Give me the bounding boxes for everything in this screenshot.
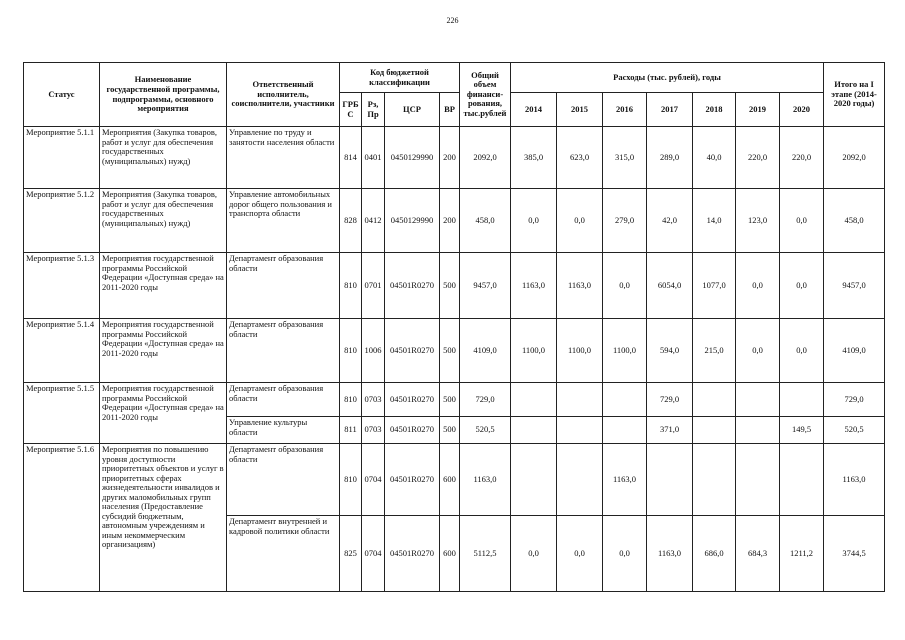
row-2015 [557, 383, 603, 417]
row-2017: 289,0 [647, 127, 693, 189]
header-budget-code: Код бюджетной классификации [340, 63, 460, 93]
row-responsible: Департамент образования области [227, 319, 340, 383]
row-rzpr: 0703 [362, 417, 385, 444]
row-2016: 1163,0 [603, 444, 647, 516]
row-total: 729,0 [460, 383, 511, 417]
row-rzpr: 1006 [362, 319, 385, 383]
row-2014: 1163,0 [511, 253, 557, 319]
row-2019 [736, 417, 780, 444]
header-expenses: Расходы (тыс. рублей), годы [511, 63, 824, 93]
row-2018 [693, 444, 736, 516]
header-year-2018: 2018 [693, 93, 736, 127]
row-status: Мероприятие 5.1.6 [24, 444, 100, 592]
row-vr: 600 [440, 516, 460, 592]
row-responsible: Управление культуры области [227, 417, 340, 444]
row-vr: 500 [440, 417, 460, 444]
row-2015 [557, 444, 603, 516]
row-responsible: Департамент образования области [227, 253, 340, 319]
header-vr: ВР [440, 93, 460, 127]
row-2016: 279,0 [603, 189, 647, 253]
budget-table [23, 62, 885, 592]
row-2016: 1100,0 [603, 319, 647, 383]
row-2019: 220,0 [736, 127, 780, 189]
row-rzpr: 0704 [362, 444, 385, 516]
row-csr: 04501R0270 [385, 516, 440, 592]
row-csr: 04501R0270 [385, 319, 440, 383]
row-rzpr: 0701 [362, 253, 385, 319]
row-total: 1163,0 [460, 444, 511, 516]
row-2015: 0,0 [557, 516, 603, 592]
row-stage-total: 4109,0 [824, 319, 885, 383]
table-row [24, 189, 885, 253]
header-year-2019: 2019 [736, 93, 780, 127]
row-name: Мероприятия (Закупка товаров, работ и услуг для обеспечения государственных (муниципальных) нужд) [100, 127, 227, 189]
row-2014: 0,0 [511, 516, 557, 592]
row-total: 2092,0 [460, 127, 511, 189]
row-2020 [780, 383, 824, 417]
row-status: Мероприятие 5.1.2 [24, 189, 100, 253]
table-row [24, 444, 885, 516]
row-csr: 04501R0270 [385, 383, 440, 417]
row-grbs: 810 [340, 383, 362, 417]
row-2020: 0,0 [780, 319, 824, 383]
table-row [24, 319, 885, 383]
header-responsible: Ответственный исполнитель, соисполнители, участники [227, 63, 340, 127]
row-2014 [511, 383, 557, 417]
row-responsible: Департамент образования области [227, 444, 340, 516]
row-status: Мероприятие 5.1.4 [24, 319, 100, 383]
row-2017: 729,0 [647, 383, 693, 417]
table-row [24, 383, 885, 417]
row-vr: 500 [440, 383, 460, 417]
row-2019: 684,3 [736, 516, 780, 592]
row-2014: 0,0 [511, 189, 557, 253]
row-total: 458,0 [460, 189, 511, 253]
row-responsible: Управление автомобильных дорог общего пользования и транспорта области [227, 189, 340, 253]
row-2019: 0,0 [736, 319, 780, 383]
row-2014: 385,0 [511, 127, 557, 189]
row-vr: 500 [440, 253, 460, 319]
row-2018 [693, 383, 736, 417]
row-status: Мероприятие 5.1.5 [24, 383, 100, 444]
row-csr: 0450129990 [385, 127, 440, 189]
row-2017 [647, 444, 693, 516]
row-vr: 500 [440, 319, 460, 383]
row-2017: 594,0 [647, 319, 693, 383]
row-2020 [780, 444, 824, 516]
row-rzpr: 0401 [362, 127, 385, 189]
row-2017: 6054,0 [647, 253, 693, 319]
header-year-2015: 2015 [557, 93, 603, 127]
row-total: 4109,0 [460, 319, 511, 383]
row-2018: 215,0 [693, 319, 736, 383]
row-2015: 623,0 [557, 127, 603, 189]
row-2020: 220,0 [780, 127, 824, 189]
header-total: Общий объем финанси-рования, тыс.рублей [460, 63, 511, 127]
row-stage-total: 520,5 [824, 417, 885, 444]
table-row [24, 127, 885, 189]
row-responsible: Управление по труду и занятости населения области [227, 127, 340, 189]
row-stage-total: 2092,0 [824, 127, 885, 189]
row-2020: 0,0 [780, 253, 824, 319]
row-total: 9457,0 [460, 253, 511, 319]
row-2018 [693, 417, 736, 444]
row-grbs: 811 [340, 417, 362, 444]
row-name: Мероприятия государственной программы Российской Федерации «Доступная среда» на 2011-2020 годы [100, 319, 227, 383]
row-2019 [736, 383, 780, 417]
row-status: Мероприятие 5.1.3 [24, 253, 100, 319]
row-2015: 1163,0 [557, 253, 603, 319]
row-2014 [511, 444, 557, 516]
header-rzpr: Рз, Пр [362, 93, 385, 127]
row-2020: 1211,2 [780, 516, 824, 592]
row-2016: 0,0 [603, 253, 647, 319]
row-name: Мероприятия (Закупка товаров, работ и услуг для обеспечения государственных (муниципальных) нужд) [100, 189, 227, 253]
row-stage-total: 9457,0 [824, 253, 885, 319]
row-2019: 123,0 [736, 189, 780, 253]
table-row [24, 253, 885, 319]
row-vr: 600 [440, 444, 460, 516]
page-number: 226 [446, 16, 459, 25]
row-vr: 200 [440, 127, 460, 189]
row-csr: 04501R0270 [385, 417, 440, 444]
row-stage-total: 729,0 [824, 383, 885, 417]
header-name: Наименование государственной программы, подпрограммы, основного мероприятия [100, 63, 227, 127]
header-csr: ЦСР [385, 93, 440, 127]
row-2018: 686,0 [693, 516, 736, 592]
header-year-2017: 2017 [647, 93, 693, 127]
row-responsible: Департамент образования области [227, 383, 340, 417]
row-stage-total: 458,0 [824, 189, 885, 253]
row-2016: 315,0 [603, 127, 647, 189]
row-name: Мероприятия государственной программы Российской Федерации «Доступная среда» на 2011-2020 годы [100, 383, 227, 444]
row-stage-total: 3744,5 [824, 516, 885, 592]
row-2015 [557, 417, 603, 444]
row-2020: 149,5 [780, 417, 824, 444]
row-2018: 1077,0 [693, 253, 736, 319]
row-2018: 40,0 [693, 127, 736, 189]
row-2015: 0,0 [557, 189, 603, 253]
row-rzpr: 0704 [362, 516, 385, 592]
row-total: 5112,5 [460, 516, 511, 592]
row-grbs: 810 [340, 319, 362, 383]
row-grbs: 828 [340, 189, 362, 253]
row-total: 520,5 [460, 417, 511, 444]
row-2019 [736, 444, 780, 516]
row-2015: 1100,0 [557, 319, 603, 383]
row-2016 [603, 383, 647, 417]
row-stage-total: 1163,0 [824, 444, 885, 516]
row-2014: 1100,0 [511, 319, 557, 383]
row-2018: 14,0 [693, 189, 736, 253]
header-year-2016: 2016 [603, 93, 647, 127]
row-rzpr: 0703 [362, 383, 385, 417]
row-grbs: 814 [340, 127, 362, 189]
row-csr: 04501R0270 [385, 253, 440, 319]
row-name: Мероприятия по повышению уровня доступности приоритетных объектов и услуг в приоритетных сферах жизнедеятельности инвалидов и других маломобильных групп населения (Предоставление субсидий бюджетным, автономным учреждениям и иным некоммерческим организациям) [100, 444, 227, 592]
row-grbs: 810 [340, 253, 362, 319]
row-responsible: Департамент внутренней и кадровой политики области [227, 516, 340, 592]
row-2017: 371,0 [647, 417, 693, 444]
row-2014 [511, 417, 557, 444]
header-year-2020: 2020 [780, 93, 824, 127]
row-2019: 0,0 [736, 253, 780, 319]
row-2020: 0,0 [780, 189, 824, 253]
row-status: Мероприятие 5.1.1 [24, 127, 100, 189]
row-name: Мероприятия государственной программы Российской Федерации «Доступная среда» на 2011-2020 годы [100, 253, 227, 319]
row-csr: 0450129990 [385, 189, 440, 253]
row-vr: 200 [440, 189, 460, 253]
row-csr: 04501R0270 [385, 444, 440, 516]
row-2017: 1163,0 [647, 516, 693, 592]
header-year-2014: 2014 [511, 93, 557, 127]
row-grbs: 825 [340, 516, 362, 592]
header-status: Статус [24, 63, 100, 127]
row-2017: 42,0 [647, 189, 693, 253]
row-2016: 0,0 [603, 516, 647, 592]
row-grbs: 810 [340, 444, 362, 516]
row-2016 [603, 417, 647, 444]
row-rzpr: 0412 [362, 189, 385, 253]
header-stage-total: Итого на I этапе (2014-2020 годы) [824, 63, 885, 127]
header-grbs: ГРБ С [340, 93, 362, 127]
